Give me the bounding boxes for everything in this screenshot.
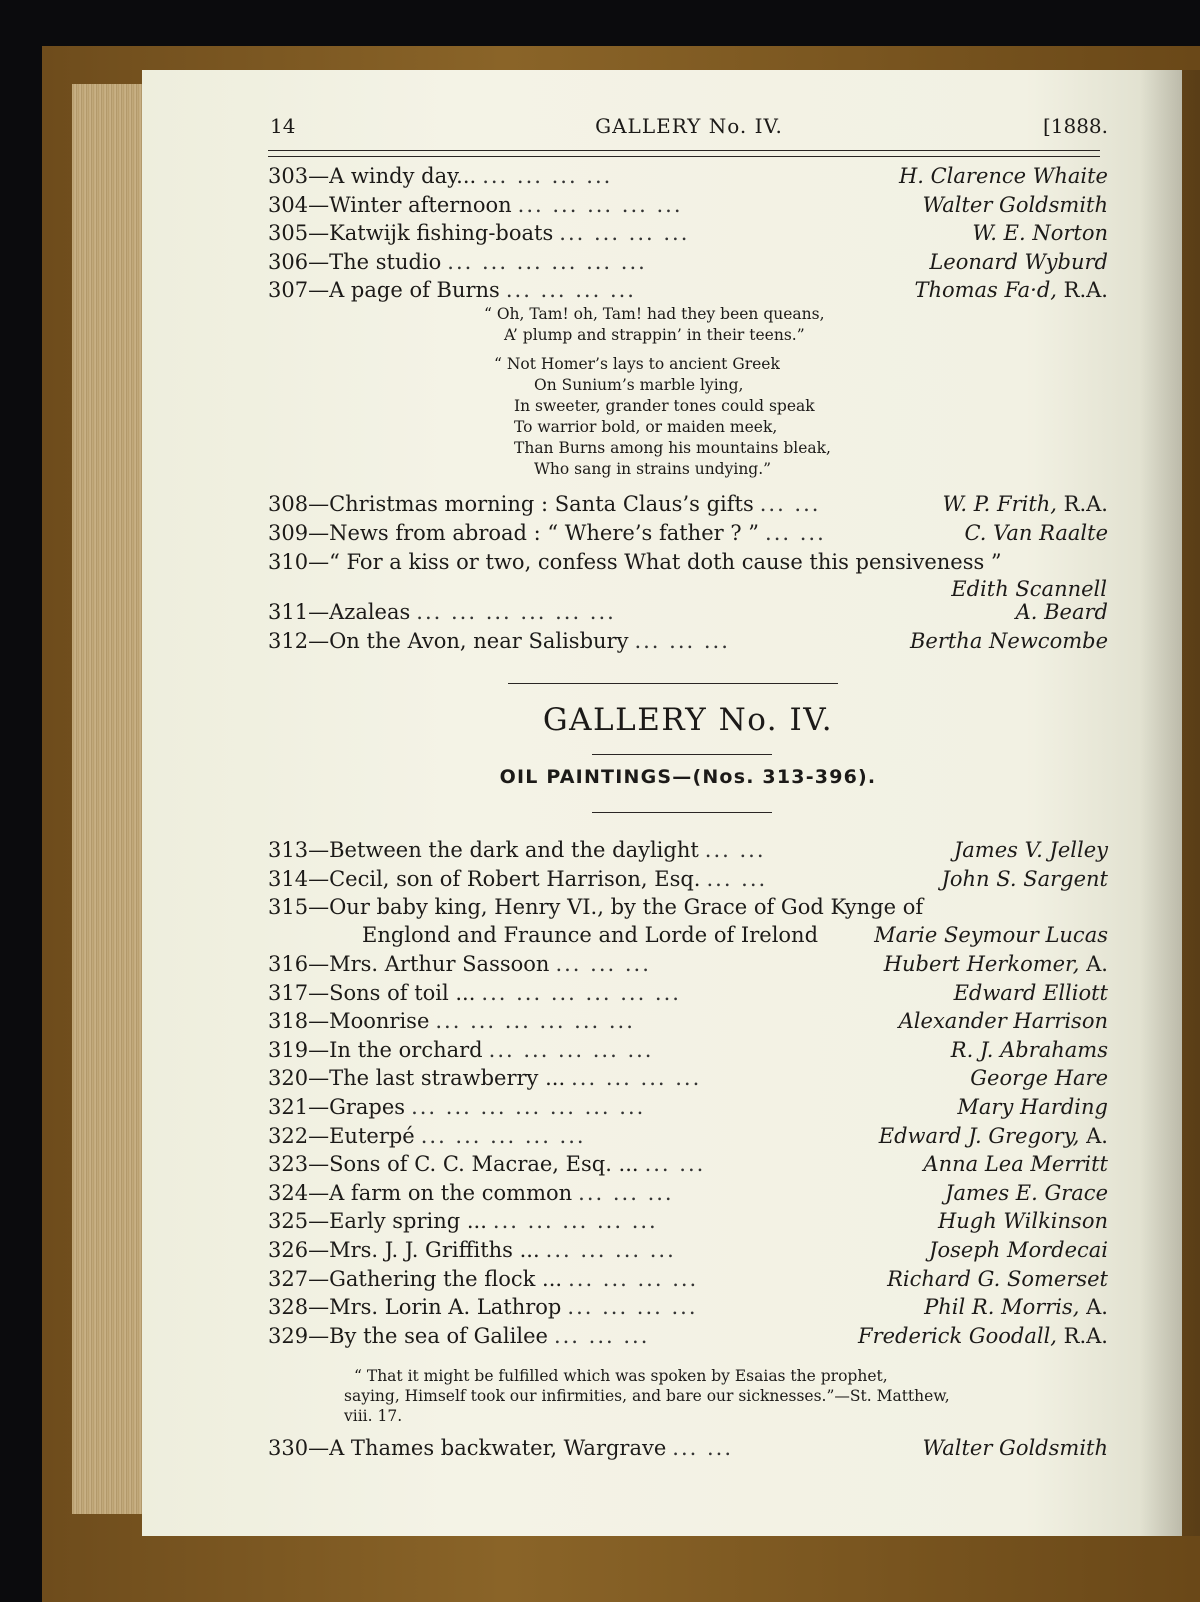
leader-dots: ... ... ... ... xyxy=(559,221,690,246)
catalogue-entry xyxy=(268,1179,1108,1208)
artist-honour: A. xyxy=(1079,952,1108,976)
quote-line: “ That it might be fulfilled which was spoken by Esaias the prophet, xyxy=(354,1367,888,1385)
quote-line: viii. 17. xyxy=(344,1407,403,1425)
running-title: GALLERY No. IV. xyxy=(595,114,783,138)
entry-artist xyxy=(972,219,1108,248)
entry-artist xyxy=(923,1150,1108,1179)
catalogue-entry xyxy=(268,519,1108,548)
entry-title: Katwijk fishing-boats xyxy=(329,221,554,246)
entry-title: Cecil, son of Robert Harrison, Esq. xyxy=(329,866,701,891)
leader-dots: ... ... ... ... ... xyxy=(492,1209,658,1234)
catalogue-entry xyxy=(268,162,1108,191)
catalogue-entry xyxy=(268,1122,1108,1151)
entry-number: 318— xyxy=(268,1009,330,1034)
catalogue-entry xyxy=(268,219,1108,248)
entry-list xyxy=(268,490,1108,547)
catalogue-entry xyxy=(268,1322,1108,1351)
entry-number: 322— xyxy=(268,1123,330,1148)
entry-list xyxy=(268,950,1108,1350)
catalogue-entry xyxy=(268,1007,1108,1036)
artist-name: James E. Grace xyxy=(945,1180,1108,1205)
entry-310 xyxy=(268,548,1002,576)
leader-dots: ... ... xyxy=(672,1436,734,1460)
catalogue-entry xyxy=(268,627,1108,656)
divider-rule xyxy=(592,754,772,755)
entry-number: 315— xyxy=(268,895,330,919)
gutter-shadow xyxy=(1140,70,1200,1536)
leader-dots: ... ... ... ... ... ... xyxy=(447,249,647,274)
leader-dots: ... ... ... ... ... xyxy=(488,1037,654,1062)
artist-name: George Hare xyxy=(970,1066,1108,1091)
entry-number: 306— xyxy=(268,249,330,274)
entry-310-artist: Edith Scannell xyxy=(951,577,1107,601)
entry-number: 311— xyxy=(268,600,330,624)
entry-title: A windy day... xyxy=(329,164,477,188)
entry-title: Sons of toil ... xyxy=(329,980,476,1005)
entry-title: Mrs. J. J. Griffiths ... xyxy=(329,1237,540,1262)
entry-artist xyxy=(879,1122,1108,1151)
leader-dots: ... ... ... ... ... ... xyxy=(481,980,681,1005)
artist-name: Edward Elliott xyxy=(953,980,1108,1005)
catalogue-entry xyxy=(268,1265,1108,1294)
entry-artist xyxy=(943,490,1108,519)
artist-name: Alexander Harrison xyxy=(898,1009,1108,1034)
entry-315-line2 xyxy=(362,921,1108,949)
artist-name: Joseph Mordecai xyxy=(929,1237,1108,1262)
entry-title: A page of Burns xyxy=(329,278,500,303)
entry-title: Sons of C. C. Macrae, Esq. ... xyxy=(329,1152,639,1177)
entry-number: 304— xyxy=(268,192,330,217)
catalogue-entry xyxy=(268,191,1108,220)
leader-dots: ... ... ... xyxy=(634,628,730,653)
entry-number: 309— xyxy=(268,520,330,545)
leader-dots: ... ... xyxy=(765,520,826,545)
verse-line: “ Oh, Tam! oh, Tam! had they been queans, xyxy=(484,305,825,323)
entry-title: Euterpé xyxy=(329,1123,415,1148)
entry-number: 316— xyxy=(268,952,330,976)
entry-artist xyxy=(929,1236,1108,1265)
leader-dots: ... ... ... ... xyxy=(482,164,613,188)
divider-rule xyxy=(508,683,838,684)
catalogue-entry xyxy=(268,1064,1108,1093)
entry-title: Grapes xyxy=(329,1094,406,1119)
entry-title: The studio xyxy=(329,249,442,274)
artist-name: H. Clarence Whaite xyxy=(898,164,1108,188)
catalogue-entry xyxy=(268,598,1108,627)
catalogue-entry xyxy=(268,836,1108,865)
verse-quote xyxy=(494,354,831,480)
entry-number: 310— xyxy=(268,550,330,574)
page-number: 14 xyxy=(270,114,296,138)
artist-name: Anna Lea Merritt xyxy=(923,1152,1108,1177)
entry-title: Englond and Fraunce and Lorde of Irelond xyxy=(362,923,819,947)
entry-artist xyxy=(957,1093,1108,1122)
entry-title: The last strawberry ... xyxy=(329,1066,566,1091)
entry-title: News from abroad : “ Where’s father ? ” xyxy=(329,520,760,545)
entry-number: 329— xyxy=(268,1323,330,1348)
entry-number: 313— xyxy=(268,838,330,862)
entry-number: 320— xyxy=(268,1066,330,1091)
entry-number: 325— xyxy=(268,1209,330,1234)
entry-artist xyxy=(922,1434,1108,1463)
entry-title: In the orchard xyxy=(329,1037,483,1062)
entry-artist xyxy=(945,1179,1108,1208)
entry-artist xyxy=(884,950,1108,979)
entry-list xyxy=(268,1434,1108,1463)
leader-dots: ... ... ... ... ... ... xyxy=(435,1009,635,1034)
artist-name: Mary Harding xyxy=(957,1094,1108,1119)
entry-artist xyxy=(924,1293,1108,1322)
entry-title: Between the dark and the daylight xyxy=(329,838,699,862)
entry-number: 330— xyxy=(268,1436,330,1460)
leader-dots: ... ... ... ... xyxy=(567,1295,698,1320)
entry-title: Early spring ... xyxy=(329,1209,487,1234)
year: [1888. xyxy=(1042,114,1108,138)
entry-title: Our baby king, Henry VI., by the Grace of God Kynge of xyxy=(329,895,924,919)
catalogue-entry xyxy=(268,490,1108,519)
entry-number: 308— xyxy=(268,492,330,516)
catalogue-entry xyxy=(268,248,1108,277)
entry-artist xyxy=(941,865,1108,894)
entry-title: On the Avon, near Salisbury xyxy=(329,628,629,653)
entry-list xyxy=(268,162,1108,305)
leader-dots: ... ... ... ... ... ... xyxy=(416,600,616,624)
entry-title: By the sea of Galilee xyxy=(329,1323,548,1348)
entry-title: Moonrise xyxy=(329,1009,430,1034)
catalogue-entry xyxy=(268,950,1108,979)
artist-honour: R.A. xyxy=(1056,278,1108,303)
entry-list xyxy=(268,598,1108,655)
artist-name: Walter Goldsmith xyxy=(922,192,1108,217)
artist-name: Thomas Fa·d, xyxy=(914,278,1057,303)
artist-name: W. P. Frith, xyxy=(942,492,1057,516)
entry-artist xyxy=(929,248,1108,277)
header-rule xyxy=(268,150,1100,157)
verse-line: To warrior bold, or maiden meek, xyxy=(514,418,778,436)
entry-artist xyxy=(964,519,1108,548)
entry-title: Gathering the flock ... xyxy=(329,1266,563,1291)
entry-number: 323— xyxy=(268,1152,330,1177)
entry-title: A farm on the common xyxy=(329,1180,573,1205)
artist-name: R. J. Abrahams xyxy=(950,1037,1108,1062)
entry-artist xyxy=(970,1064,1108,1093)
catalogue-entry xyxy=(268,276,1108,305)
entry-number: 326— xyxy=(268,1237,330,1262)
catalogue-entry xyxy=(268,1207,1108,1236)
leader-dots: ... ... xyxy=(704,838,766,862)
entry-artist xyxy=(914,276,1108,305)
entry-title: Christmas morning : Santa Claus’s gifts xyxy=(329,492,754,516)
artist-name: John S. Sargent xyxy=(941,866,1108,891)
entry-number: 327— xyxy=(268,1266,330,1291)
divider-rule xyxy=(592,812,772,813)
entry-artist xyxy=(1016,598,1108,627)
entry-number: 317— xyxy=(268,980,330,1005)
entry-number: 321— xyxy=(268,1094,330,1119)
entry-artist xyxy=(910,627,1108,656)
entry-number: 303— xyxy=(268,164,330,188)
quote-line: saying, Himself took our infirmities, and bare our sicknesses.”—St. Matthew, xyxy=(344,1387,950,1405)
catalogue-entry xyxy=(268,1293,1108,1322)
catalogue-entry xyxy=(268,1150,1108,1179)
catalogue-entry xyxy=(268,1036,1108,1065)
entry-number: 305— xyxy=(268,221,330,246)
artist-name: Walter Goldsmith xyxy=(922,1436,1108,1460)
entry-list xyxy=(268,836,1108,893)
section-subheading: OIL PAINTINGS—(Nos. 313-396). xyxy=(499,766,877,788)
leader-dots: ... ... xyxy=(644,1152,706,1177)
verse-line: On Sunium’s marble lying, xyxy=(534,376,744,394)
leader-dots: ... ... ... ... xyxy=(545,1237,676,1262)
verse-line: Than Burns among his mountains bleak, xyxy=(514,439,831,457)
page-edges xyxy=(72,84,142,1514)
entry-number: 312— xyxy=(268,628,330,653)
leader-dots: ... ... ... ... xyxy=(505,278,636,303)
entry-artist xyxy=(899,162,1108,191)
artist-name: Hubert Herkomer, xyxy=(883,952,1080,976)
artist-honour: R.A. xyxy=(1056,1323,1108,1348)
artist-name: Frederick Goodall, xyxy=(858,1323,1057,1348)
artist-honour: R.A. xyxy=(1056,492,1108,516)
artist-name: Richard G. Somerset xyxy=(887,1266,1108,1291)
entry-title: Mrs. Lorin A. Lathrop xyxy=(329,1295,562,1320)
verse-line: Who sang in strains undying.” xyxy=(534,460,772,478)
entry-artist xyxy=(922,191,1108,220)
entry-artist: Marie Seymour Lucas xyxy=(874,923,1108,947)
artist-name: Leonard Wyburd xyxy=(929,249,1108,274)
leader-dots: ... ... xyxy=(759,492,821,516)
leader-dots: ... ... ... xyxy=(578,1180,674,1205)
verse-line: “ Not Homer’s lays to ancient Greek xyxy=(494,355,780,373)
entry-title: Winter afternoon xyxy=(329,192,512,217)
catalogue-entry xyxy=(268,1093,1108,1122)
leader-dots: ... ... ... xyxy=(553,1323,650,1348)
leader-dots: ... ... ... ... ... xyxy=(420,1123,586,1148)
artist-name: Hugh Wilkinson xyxy=(937,1209,1108,1234)
scripture-quote xyxy=(344,1366,950,1426)
entry-artist xyxy=(858,1322,1108,1351)
verse-line: A’ plump and strappin’ in their teens.” xyxy=(504,326,805,344)
artist-name: W. E. Norton xyxy=(972,221,1108,246)
catalogue-entry xyxy=(268,1434,1108,1463)
entry-315 xyxy=(268,893,923,921)
entry-artist xyxy=(954,836,1108,865)
entry-title: A Thames backwater, Wargrave xyxy=(329,1436,667,1460)
artist-name: James V. Jelley xyxy=(953,838,1108,862)
artist-name: A. Beard xyxy=(1015,600,1108,624)
leader-dots: ... ... ... ... ... xyxy=(517,192,683,217)
section-heading: GALLERY No. IV. xyxy=(542,702,834,738)
artist-name: C. Van Raalte xyxy=(964,520,1108,545)
entry-number: 319— xyxy=(268,1037,330,1062)
entry-number: 328— xyxy=(268,1295,330,1320)
artist-name: Edward J. Gregory, xyxy=(878,1123,1080,1148)
catalogue-entry xyxy=(268,1236,1108,1265)
entry-number: 324— xyxy=(268,1180,330,1205)
artist-name: Bertha Newcombe xyxy=(909,628,1108,653)
entry-artist xyxy=(954,979,1108,1008)
entry-artist xyxy=(887,1265,1108,1294)
entry-artist xyxy=(899,1007,1108,1036)
entry-title: “ For a kiss or two, confess What doth cause this pensiveness ” xyxy=(329,550,1002,574)
leader-dots: ... ... xyxy=(706,866,768,891)
leader-dots: ... ... ... ... ... ... ... xyxy=(411,1094,646,1119)
artist-honour: A. xyxy=(1079,1123,1108,1148)
running-head xyxy=(270,114,1108,144)
artist-name: Phil R. Morris, xyxy=(924,1295,1080,1320)
leader-dots: ... ... ... ... xyxy=(571,1066,702,1091)
entry-title: Azaleas xyxy=(329,600,411,624)
verse-quote xyxy=(484,304,825,346)
entry-artist xyxy=(938,1207,1108,1236)
leader-dots: ... ... ... xyxy=(555,952,651,976)
entry-number: 307— xyxy=(268,278,330,303)
entry-artist xyxy=(951,1036,1108,1065)
catalogue-entry xyxy=(268,979,1108,1008)
artist-honour: A. xyxy=(1079,1295,1108,1320)
entry-title: Mrs. Arthur Sassoon xyxy=(329,952,550,976)
catalogue-entry xyxy=(268,865,1108,894)
entry-number: 314— xyxy=(268,866,330,891)
verse-line: In sweeter, grander tones could speak xyxy=(514,397,815,415)
leader-dots: ... ... ... ... xyxy=(568,1266,699,1291)
